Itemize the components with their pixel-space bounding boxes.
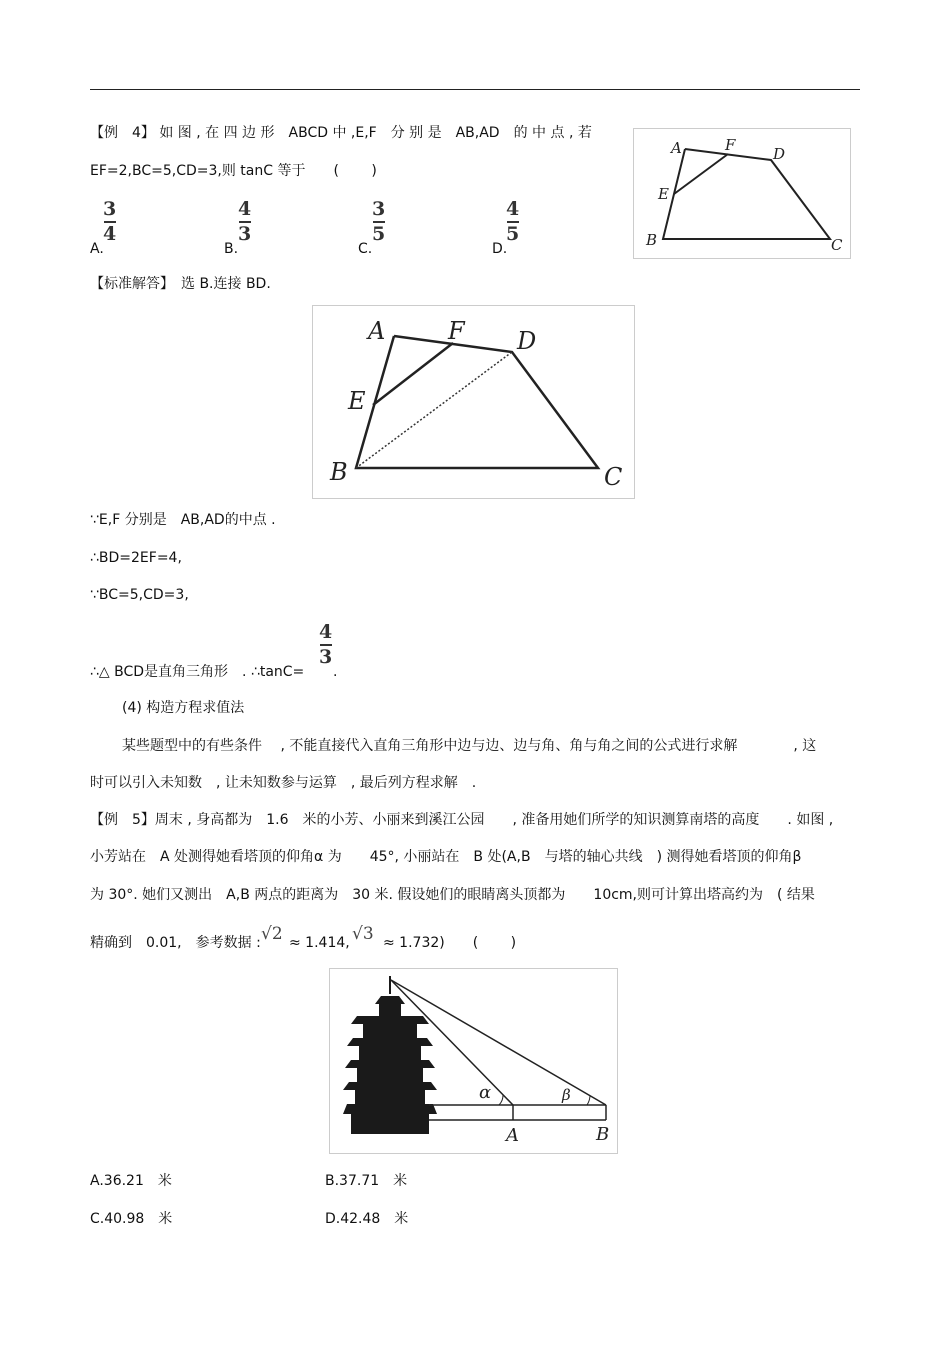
label-beta: β: [562, 1086, 571, 1104]
option-d-letter: D.: [492, 241, 508, 257]
label-f: F: [725, 136, 736, 154]
quad-outline: [663, 149, 830, 239]
sqrt3-symbol: √3: [352, 924, 374, 944]
option-c-numerator: 3: [372, 198, 386, 220]
label-a: A: [506, 1125, 519, 1146]
label-b: B: [596, 1124, 610, 1145]
option-d-fraction: [506, 199, 519, 245]
label-a: A: [368, 317, 386, 345]
option-a-numerator: 3: [103, 198, 117, 220]
option-c-denominator: 5: [372, 223, 386, 245]
label-e: E: [658, 185, 669, 203]
label-d: D: [517, 327, 537, 355]
label-e: E: [348, 387, 366, 415]
example5-line4c: ≈ 1.732) ( ): [383, 935, 517, 951]
example5-line3: 为 30°. 她们又测出 A,B 两点的距离为 30 米. 假设她们的眼睛离头顶都为 10cm,则可计算出塔高约为 ( 结果: [90, 887, 815, 903]
example4-line1: 【例 4】 如 图 , 在 四 边 形 ABCD 中 ,E,F 分 别 是 AB,AD 的 中 点 , 若: [90, 125, 592, 141]
example5-line2: 小芳站在 A 处测得她看塔顶的仰角α 为 45°, 小丽站在 B 处(A,B 与塔的轴心共线 ) 测得她看塔顶的仰角β: [90, 849, 802, 865]
solution-step1: ∵E,F 分别是 AB,AD的中点 .: [90, 512, 276, 528]
label-b: B: [646, 231, 658, 249]
segment-bd-dotted: [356, 352, 512, 468]
angle-alpha-arc: [499, 1095, 503, 1105]
label-d: D: [773, 145, 786, 163]
quadrilateral-figure-large: [312, 305, 635, 499]
tanc-fraction: [319, 622, 332, 668]
label-c: C: [831, 236, 843, 254]
option-b-numerator: 4: [238, 198, 252, 220]
example5-line4a: 精确到 0.01, 参考数据 :: [90, 935, 261, 951]
label-alpha: α: [479, 1082, 492, 1103]
method-paragraph-line1: 某些题型中的有些条件 , 不能直接代入直角三角形中边与边、边与角、角与角之间的公式进行求解 , 这: [122, 738, 817, 754]
example5-option-a: A.36.21 米: [90, 1173, 172, 1189]
option-b-letter: B.: [224, 241, 239, 257]
label-f: F: [448, 317, 465, 345]
solution-step4-prefix: ∴△ BCD是直角三角形 . ∴tanC=: [90, 664, 305, 680]
method-title: (4) 构造方程求值法: [122, 700, 245, 716]
option-d-denominator: 5: [506, 223, 520, 245]
label-b: B: [330, 458, 348, 486]
angle-beta-arc: [587, 1096, 590, 1105]
tanc-denominator: 3: [319, 646, 333, 668]
example5-line4b: ≈ 1.414,: [289, 935, 350, 951]
example5-option-d: D.42.48 米: [325, 1211, 409, 1227]
pagoda-illustration: [343, 976, 437, 1134]
sqrt2-symbol: √2: [261, 924, 283, 944]
example5-option-b: B.37.71 米: [325, 1173, 408, 1189]
solution-step2: ∴BD=2EF=4,: [90, 550, 182, 566]
quad-outline: [356, 336, 598, 468]
example4-line2: EF=2,BC=5,CD=3,则 tanC 等于 ( ): [90, 163, 377, 179]
option-d-numerator: 4: [506, 198, 520, 220]
segment-ef: [373, 343, 453, 405]
example5-option-c: C.40.98 米: [90, 1211, 173, 1227]
label-a: A: [671, 139, 682, 157]
solution-step3: ∵BC=5,CD=3,: [90, 587, 189, 603]
option-c-letter: C.: [358, 241, 373, 257]
option-a-fraction: [103, 199, 116, 245]
option-b-fraction: [238, 199, 251, 245]
option-b-denominator: 3: [238, 223, 252, 245]
quadrilateral-figure-small: [633, 128, 851, 259]
tanc-numerator: 4: [319, 621, 333, 643]
method-paragraph-line2: 时可以引入未知数 , 让未知数参与运算 , 最后列方程求解 .: [90, 775, 477, 791]
solution-heading: 【标准解答】 选 B.连接 BD.: [90, 276, 271, 292]
option-c-fraction: [372, 199, 385, 245]
option-a-denominator: 4: [103, 223, 117, 245]
solution-step4-suffix: .: [333, 664, 338, 680]
option-a-letter: A.: [90, 241, 104, 257]
example5-line1: 【例 5】周末 , 身高都为 1.6 米的小芳、小丽来到溪江公园 , 准备用她们所学的知识测算南塔的高度 . 如图 ,: [90, 812, 834, 828]
header-rule: [90, 89, 860, 90]
label-c: C: [604, 463, 623, 491]
tower-figure: [329, 968, 618, 1154]
